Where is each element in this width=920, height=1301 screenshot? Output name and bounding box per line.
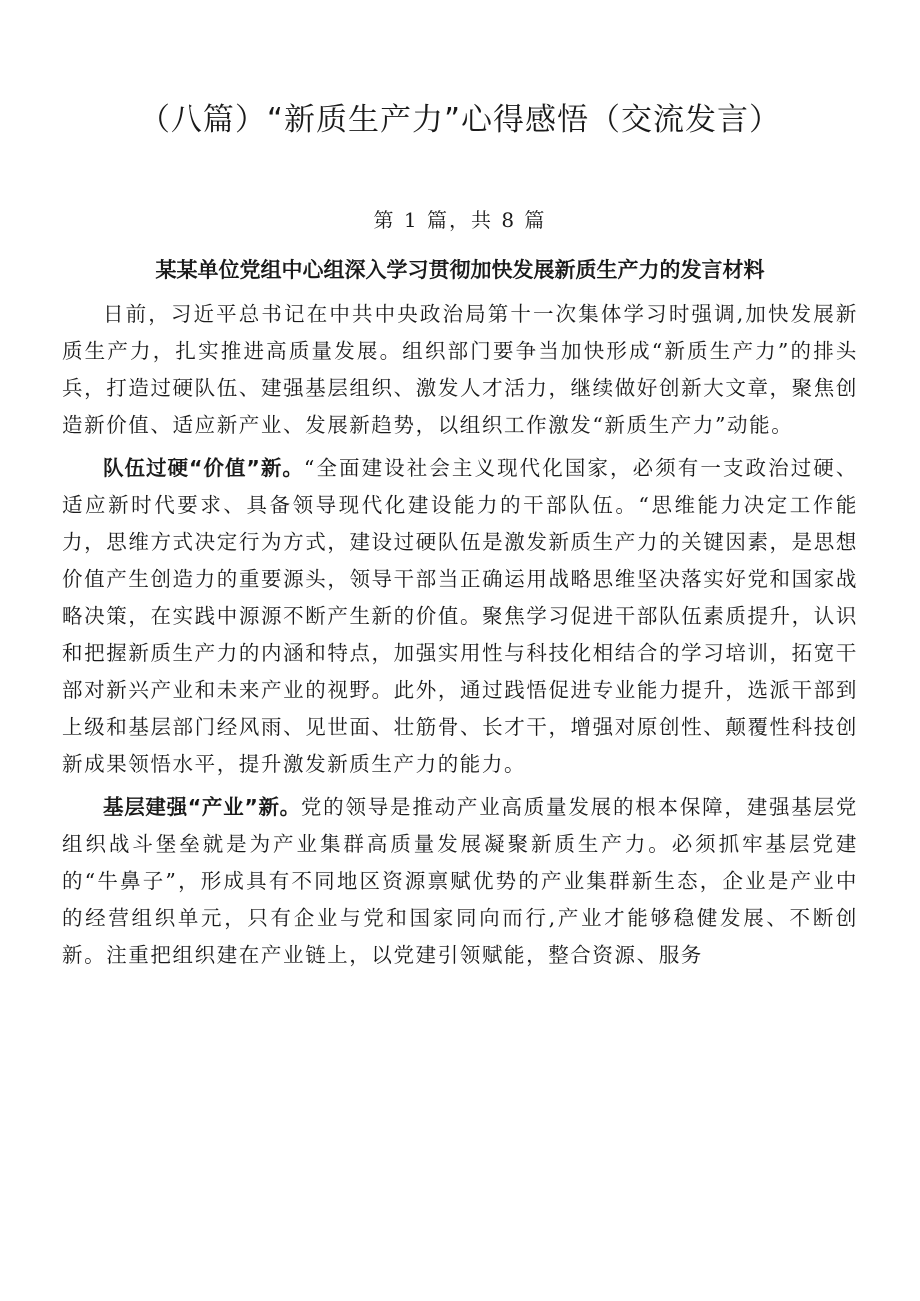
paragraph-intro [62,296,858,444]
paragraph-grassroots [62,789,858,974]
document-title: （八篇）“新质生产力”心得感悟（交流发言） [138,102,782,138]
article-subtitle: 某某单位党组中心组深入学习贯彻加快发展新质生产力的发言材料 [155,258,765,282]
article-body [62,296,858,980]
paragraph-text: 党的领导是推动产业高质量发展的根本保障，建强基层党组织战斗堡垒就是为产业集群高质量发展凝聚新质生产力。必须抓牢基层党建的“牛鼻子”，形成具有不同地区资源禀赋优势的产业集群新生态，企业是产业中的经营组织单元，只有企业与党和国家同向而行,产业才能够稳健发展、不断创新。注重把组织建在产业链上，以党建引领赋能，整合资源、服务 [62,795,858,967]
part-label: 第 1 篇，共 8 篇 [373,208,547,232]
paragraph-heading: 基层建强“产业”新。 [103,795,301,819]
paragraph-text: “全面建设社会主义现代化国家，必须有一支政治过硬、适应新时代要求、具备领导现代化建设能力的干部队伍。“思维能力决定工作能力，思维方式决定行为方式，建设过硬队伍是激发新质生产力的关键因素，是思想价值产生创造力的重要源头，领导干部当正确运用战略思维坚决落实好党和国家战略决策，在实践中源源不断产生新的价值。聚焦学习促进干部队伍素质提升，认识和把握新质生产力的内涵和特点，加强实用性与科技化相结合的学习培训，拓宽干部对新兴产业和未来产业的视野。此外，通过践悟促进专业能力提升，选派干部到上级和基层部门经风雨、见世面、壮筋骨、长才干，增强对原创性、颠覆性科技创新成果领悟水平，提升激发新质生产力的能力。 [62,456,858,776]
paragraph-heading: 队伍过硬“价值”新。 [103,456,304,480]
paragraph-team [62,450,858,783]
paragraph-text: 日前，习近平总书记在中共中央政治局第十一次集体学习时强调,加快发展新质生产力，扎实推进高质量发展。组织部门要争当加快形成“新质生产力”的排头兵，打造过硬队伍、建强基层组织、激发人才活力，继续做好创新大文章，聚焦创造新价值、适应新产业、发展新趋势，以组织工作激发“新质生产力”动能。 [62,302,858,437]
